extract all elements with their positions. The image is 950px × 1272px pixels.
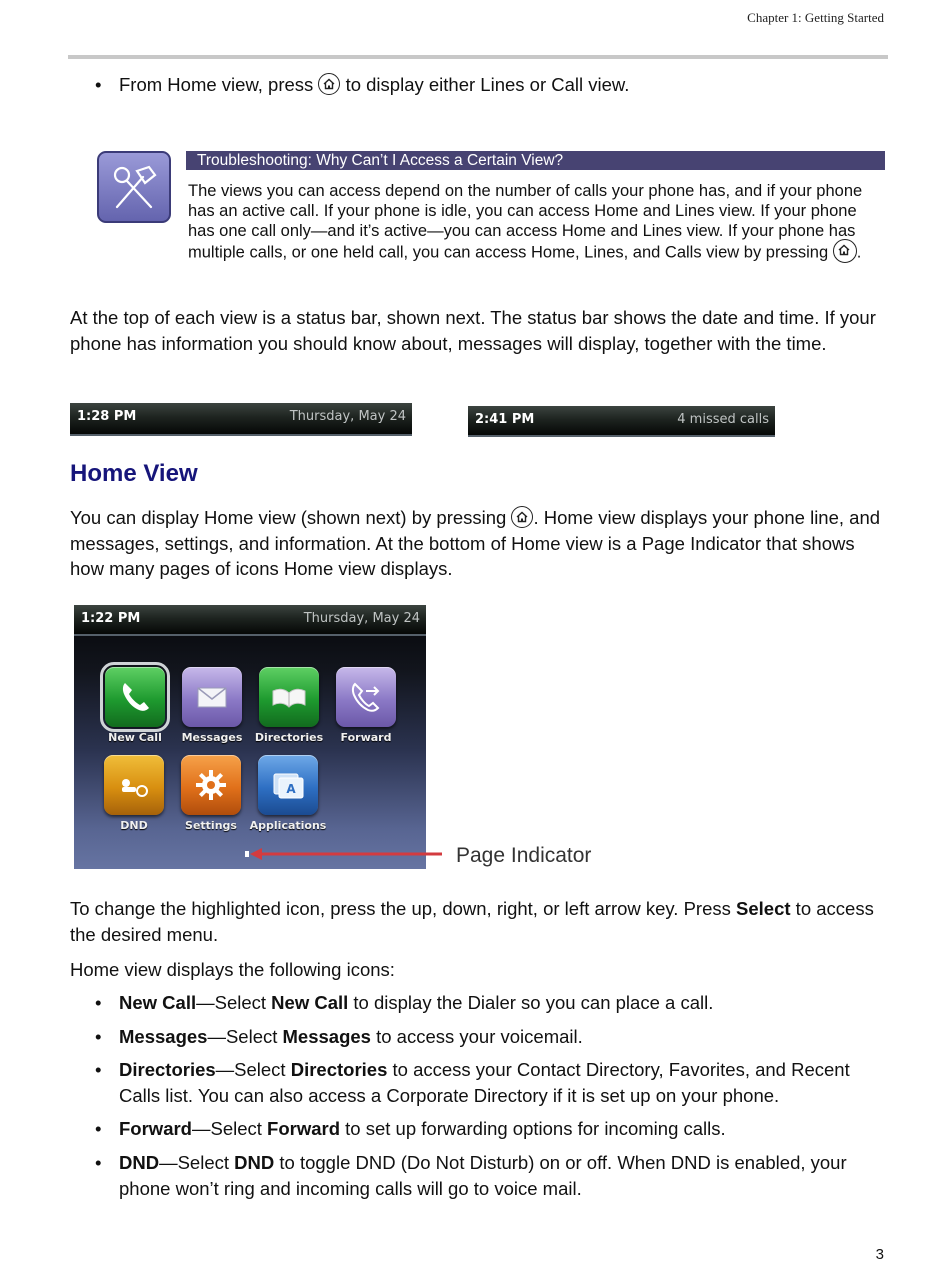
term-description: to toggle DND (Do Not Disturb) on or off. When DND is enabled, your phone won’t ring and incoming calls will go to voice mail. — [119, 1152, 847, 1199]
status-bar-example-missed-calls — [468, 406, 775, 437]
header-divider — [68, 55, 888, 59]
app-messages[interactable] — [172, 667, 252, 744]
troubleshooting-body — [188, 181, 878, 265]
page-indicator-arrow — [248, 844, 448, 864]
phone-handset-icon — [105, 667, 165, 727]
home-view-text-after: . Home view displays your phone line, and messages, settings, and information. At the bottom of Home view is a Page Indicator that shows how many pages of icons Home view displays. — [70, 507, 881, 579]
phone-status-time: 1:22 PM — [81, 611, 141, 626]
intro-text-after: to display either Lines or Call view. — [345, 74, 630, 95]
app-label: Settings — [185, 819, 237, 832]
list-item-dnd — [95, 1150, 885, 1201]
term: New Call — [119, 992, 197, 1013]
section-title-home-view: Home View — [70, 460, 198, 487]
term: Messages — [119, 1026, 208, 1047]
forward-call-icon — [336, 667, 396, 727]
troubleshooting-title: Troubleshooting: Why Can’t I Access a Certain View? — [186, 151, 885, 170]
bullet-dot: • — [95, 74, 102, 95]
home-view-paragraph — [70, 505, 885, 582]
applications-icon — [258, 755, 318, 815]
list-item-forward — [95, 1116, 885, 1142]
troubleshooting-tools-icon — [97, 151, 171, 223]
term: Directories — [119, 1059, 216, 1080]
status-time: 1:28 PM — [77, 409, 137, 424]
term: Directories — [290, 1059, 388, 1080]
term: Forward — [119, 1118, 192, 1139]
app-label: DND — [120, 819, 148, 832]
term: Forward — [267, 1118, 341, 1139]
change-text-after: to access the desired menu. — [70, 898, 874, 945]
troubleshooting-end: . — [856, 243, 862, 262]
status-bar-example-time-date — [70, 403, 412, 436]
gear-icon — [181, 755, 241, 815]
term: Messages — [282, 1026, 371, 1047]
term-connector: —Select — [196, 992, 272, 1013]
term-description: to display the Dialer so you can place a call. — [348, 992, 714, 1013]
app-dnd[interactable] — [94, 755, 174, 832]
term-connector: —Select — [159, 1152, 235, 1173]
home-key-icon — [318, 73, 340, 95]
open-book-icon — [259, 667, 319, 727]
status-date: Thursday, May 24 — [289, 409, 406, 424]
app-applications[interactable] — [248, 755, 328, 832]
app-label: New Call — [108, 731, 162, 744]
term: DND — [234, 1152, 275, 1173]
change-icon-paragraph — [70, 896, 885, 947]
term-connector: —Select — [215, 1059, 291, 1080]
app-settings[interactable] — [171, 755, 251, 832]
app-label: Forward — [340, 731, 392, 744]
term-connector: —Select — [191, 1118, 268, 1139]
bullet-dot: • — [95, 1152, 102, 1173]
list-item-directories — [95, 1057, 885, 1108]
home-key-icon — [511, 506, 533, 528]
bullet-dot: • — [95, 1118, 102, 1139]
chapter-header: Chapter 1: Getting Started — [747, 10, 884, 25]
status-time: 2:41 PM — [475, 412, 535, 427]
bullet-dot: • — [95, 992, 102, 1013]
term-connector: —Select — [207, 1026, 283, 1047]
term: New Call — [271, 992, 349, 1013]
page-number: 3 — [875, 1246, 884, 1263]
phone-status-date: Thursday, May 24 — [303, 611, 420, 626]
status-message: 4 missed calls — [677, 412, 769, 427]
dnd-icon — [104, 755, 164, 815]
change-text-before: To change the highlighted icon, press the up, down, right, or left arrow key. Press — [70, 898, 737, 919]
app-label: Applications — [249, 819, 327, 832]
home-view-text-before: You can display Home view (shown next) by pressing — [70, 507, 507, 528]
term-description: to access your Contact Directory, Favorites, and Recent Calls list. You can also access a Corporate Directory if it is set up on your phone. — [119, 1059, 850, 1106]
troubleshooting-text: The views you can access depend on the number of calls your phone has, and if your phone has an active call. If your phone is idle, you can access Home and Lines view. If your phone has one call only—and it’s active—you can access Home and Lines view. If your phone has multiple calls, or one held call, you can access Home, Lines, and Calls view by pressing — [188, 182, 863, 262]
list-item-new-call — [95, 990, 885, 1016]
home-key-icon — [833, 239, 857, 263]
term-description: to access your voicemail. — [370, 1026, 583, 1047]
intro-text-before: From Home view, press — [119, 74, 314, 95]
select-key-term: Select — [736, 898, 791, 919]
app-forward[interactable] — [326, 667, 406, 744]
app-label: Directories — [254, 731, 324, 744]
intro-bullet — [95, 72, 629, 98]
bullet-dot: • — [95, 1059, 102, 1080]
term: DND — [119, 1152, 160, 1173]
phone-status-bar — [74, 605, 426, 636]
icons-intro: Home view displays the following icons: — [70, 959, 395, 980]
svg-text:A: A — [286, 782, 296, 796]
bullet-dot: • — [95, 1026, 102, 1047]
status-bar-paragraph: At the top of each view is a status bar, shown next. The status bar shows the date and time. If your phone has information you should know about, messages will display, together with the time. — [70, 307, 876, 354]
app-label: Messages — [181, 731, 243, 744]
app-directories[interactable] — [249, 667, 329, 744]
list-item-messages — [95, 1024, 885, 1050]
envelope-icon — [182, 667, 242, 727]
page-indicator-label: Page Indicator — [456, 844, 592, 867]
term-description: to set up forwarding options for incoming calls. — [340, 1118, 726, 1139]
phone-home-screen — [74, 605, 426, 869]
app-new-call[interactable] — [95, 667, 175, 744]
